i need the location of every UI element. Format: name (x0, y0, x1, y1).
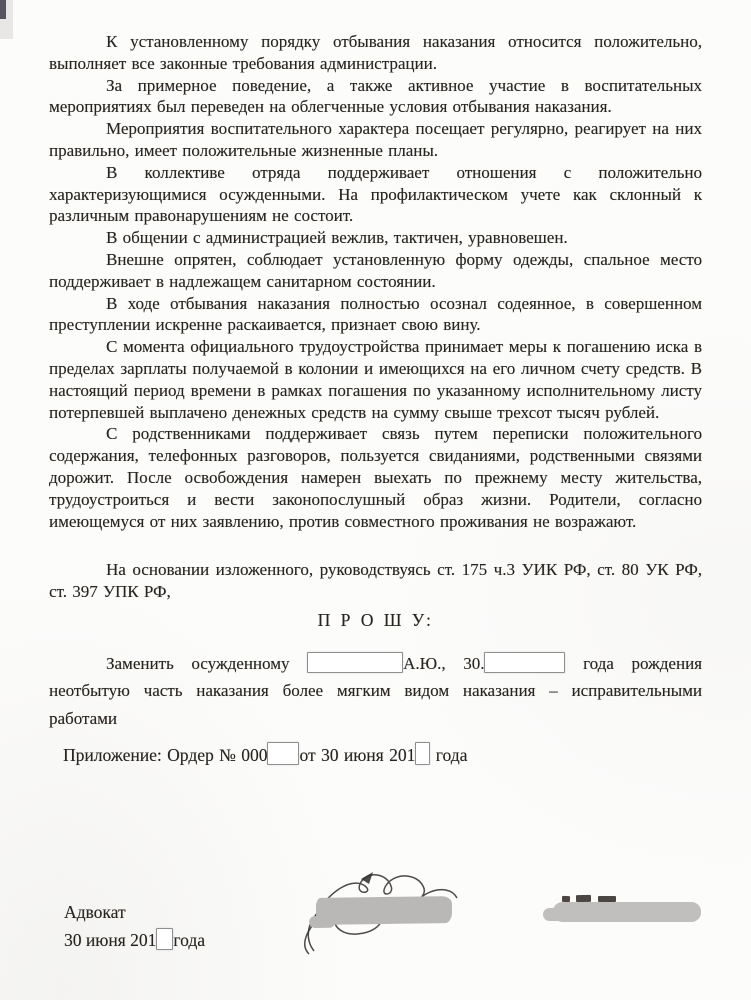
name-redaction-bar (553, 902, 701, 922)
request-paragraph: Заменить осужденному А.Ю., 30. года рождения неотбытую часть наказания более мягким видом наказания – исправительными работами (49, 653, 702, 728)
body-paragraph: С момента официального трудоустройства принимает меры к погашению иска в пределах зарплаты получаемой в колонии и имеющихся на его личном счету средств. В настоящий период времени в рамках погашения по указанному исполнительному листу потерпевшей выплачено денежных средств на сумму свыше трехсот тысяч рублей. (49, 337, 702, 422)
redacted-surname-box (307, 652, 403, 673)
redacted-birthdate-box (484, 652, 565, 673)
signature-redaction-bar (316, 896, 452, 925)
body-paragraph: С родственниками поддерживает связь путем переписки положительного содержания, телефонных разговоров, пользуется свиданиями, родственными связями дорожит. После освобождения намерен выехать по прежнему месту жительства, трудоустроиться и вести законопослушный образ жизни. Родители, согласно имеющемуся от них заявлению, против совместного проживания не возражают. (49, 424, 702, 531)
body-paragraph: К установленному порядку отбывания наказания относится положительно, выполняет все законные требования администрации. (49, 32, 702, 73)
redacted-order-number-box (267, 742, 299, 765)
body-paragraph: Внешне опрятен, соблюдает установленную форму одежды, спальное место поддерживает в надлежащем санитарном состоянии. (49, 249, 702, 291)
body-paragraph: В общении с администрацией вежлив, тактичен, уравновешен. (106, 228, 568, 248)
document-body (49, 31, 702, 770)
body-paragraph: Мероприятия воспитательного характера посещает регулярно, реагирует на них правильно, имеет положительные жизненные планы. (49, 119, 702, 160)
legal-basis-paragraph: На основании изложенного, руководствуясь ст. 175 ч.3 УИК РФ, ст. 80 УК РФ, ст. 397 УПК РФ, (49, 560, 702, 602)
signoff-role: Адвокат (64, 902, 126, 922)
redacted-order-year-box (415, 742, 430, 765)
body-paragraph: За примерное поведение, а также активное участие в воспитательных мероприятиях был переведен на облегченные условия отбывания наказания. (49, 75, 702, 117)
characterization-paragraphs (49, 31, 702, 532)
body-paragraph: В коллективе отряда поддерживает отношения с положительно характеризующимися осужденными. На профилактическом учете как склонный к различным правонарушениям не состоит. (49, 162, 702, 226)
attachment-line: Приложение: Ордер № 000 от 30 июня 201 года (49, 741, 702, 770)
request-heading: П Р О Ш У: (317, 609, 434, 630)
redacted-date-year-box (156, 928, 173, 950)
scan-edge-artifact (0, 0, 6, 19)
body-paragraph: В ходе отбывания наказания полностью осознал содеянное, в совершенном преступлении искренне раскаивается, признает свою вину. (49, 293, 702, 335)
signoff-date-line: 30 июня 201 года (64, 929, 206, 950)
signoff-block (64, 899, 205, 954)
